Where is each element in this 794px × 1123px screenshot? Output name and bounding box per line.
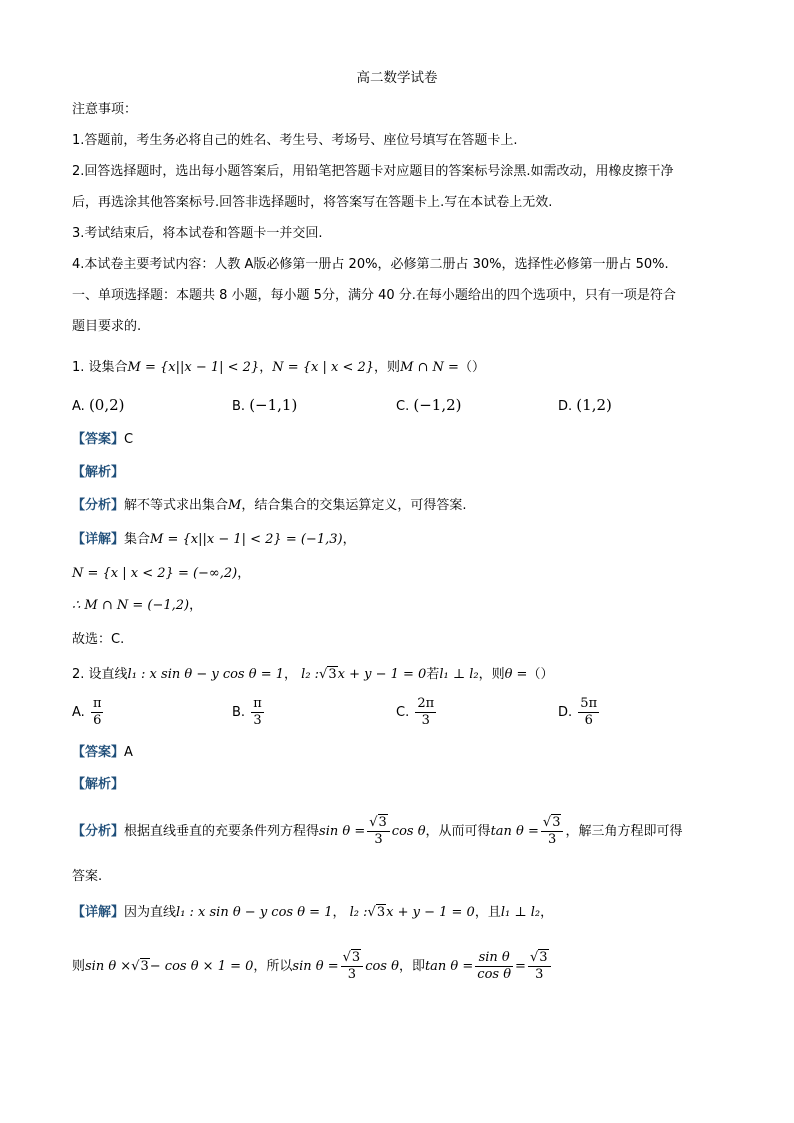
q2-option-c-frac: $\frac{2\pi}{3}$ [417,696,435,728]
notice-item-2-cont: 后，再选涂其他答案标号.回答非选择题时，将答案写在答题卡上.写在本试卷上无效. [72,195,553,210]
sqrt3-over-3-frac: $\frac{√3}{3}$ [541,815,564,848]
sqrt3-over-3-frac: $\frac{√3}{3}$ [341,950,364,983]
q1-option-c: C. (−1,2) [396,396,462,414]
q1-option-a: A. (0,2) [72,396,125,414]
q2-option-c: C. $\frac{2\pi}{3}$ [396,696,435,728]
q1-detail-3: ∴ M ∩ N = (−1,2)， [72,598,203,613]
q2-stem: 2. 设直线l₁ : x sin θ − y cos θ = 1， l₂ :√3x + y − 1 = 0若l₁ ⊥ l₂，则θ =（） [72,667,554,682]
q1-ask: M ∩ N = [400,360,459,375]
q2-line-l2-label: l₂ : [301,667,320,682]
q2-answer: 【答案】A [72,745,133,760]
q1-option-d: D. (1,2) [558,396,612,414]
q2-option-b-frac: $\frac{\pi}{3}$ [253,696,262,728]
q2-option-d-frac: $\frac{5\pi}{6}$ [580,696,598,728]
q1-final: 故选：C. [72,632,125,647]
q2-fenxi-cont: 答案. [72,869,103,884]
page-title: 高二数学试卷 [356,70,438,86]
section-heading: 一、单项选择题：本题共 8 小题，每小题 5分，满分 40 分.在每小题给出的四个选项中，只有一项是符合 [72,288,676,303]
q1-detail-2: N = {x | x < 2} = (−∞,2)， [72,566,251,581]
q2-detail-1: 【详解】因为直线l₁ : x sin θ − y cos θ = 1， l₂ :√3x + y − 1 = 0，且l₁ ⊥ l₂， [72,905,554,920]
q1-set-N: N = {x | x < 2} [272,360,375,375]
q2-line-l1: l₁ : x sin θ − y cos θ = 1 [127,667,284,682]
notice-heading: 注意事项： [72,102,138,117]
q2-option-a: A. $\frac{\pi}{6}$ [72,696,102,728]
q1-set-M: M = {x||x − 1| < 2} [127,360,260,375]
q1-fenxi: 【分析】解不等式求出集合M，结合集合的交集运算定义，可得答案. [72,498,467,513]
q1-detail-1: 【详解】集合M = {x||x − 1| < 2} = (−1,3)， [72,532,356,547]
q2-analysis-tag: 【解析】 [72,777,125,792]
q2-detail-2: 则sin θ ×√3− cos θ × 1 = 0，所以sin θ = $\frac{√3}{3}$ cos θ，即tan θ = $\frac{\text{sin θ}}{\text{cos θ}}$ = $\frac{√3}{3}$ [72,947,553,987]
notice-item-1: 1.答题前，考生务必将自己的姓名、考生号、考场号、座位号填写在答题卡上. [72,133,518,148]
section-heading-cont: 题目要求的. [72,319,142,334]
q2-option-a-frac: $\frac{\pi}{6}$ [92,696,102,728]
q2-option-d: D. $\frac{5\pi}{6}$ [558,696,598,728]
sqrt3-over-3-frac: $\frac{√3}{3}$ [367,815,390,848]
sin-over-cos-frac: $\frac{\text{sin θ}}{\text{cos θ}}$ [477,950,512,982]
q2-option-b: B. $\frac{\pi}{3}$ [232,696,262,728]
notice-item-4: 4.本试卷主要考试内容：人教 A版必修第一册占 20%，必修第二册占 30%，选择性必修第一册占 50%. [72,257,669,272]
sqrt3-over-3-frac: $\frac{√3}{3}$ [528,950,551,983]
sqrt-symbol: √3 [319,667,337,682]
q1-stem: 1. 设集合M = {x||x − 1| < 2}，N = {x | x < 2}，则M ∩ N =（） [72,360,485,375]
q2-fenxi: 【分析】根据直线垂直的充要条件列方程得sin θ = $\frac{√3}{3}$ cos θ，从而可得tan θ = $\frac{√3}{3}$ ，解三角方程即可得 [72,815,683,847]
q1-analysis-tag: 【解析】 [72,465,125,480]
notice-item-3: 3.考试结束后，将本试卷和答题卡一并交回. [72,226,323,241]
notice-item-2: 2.回答选择题时，选出每小题答案后，用铅笔把答题卡对应题目的答案标号涂黑.如需改动，用橡皮擦干净 [72,164,674,179]
q1-answer: 【答案】C [72,432,134,447]
q1-option-b: B. (−1,1) [232,396,298,414]
